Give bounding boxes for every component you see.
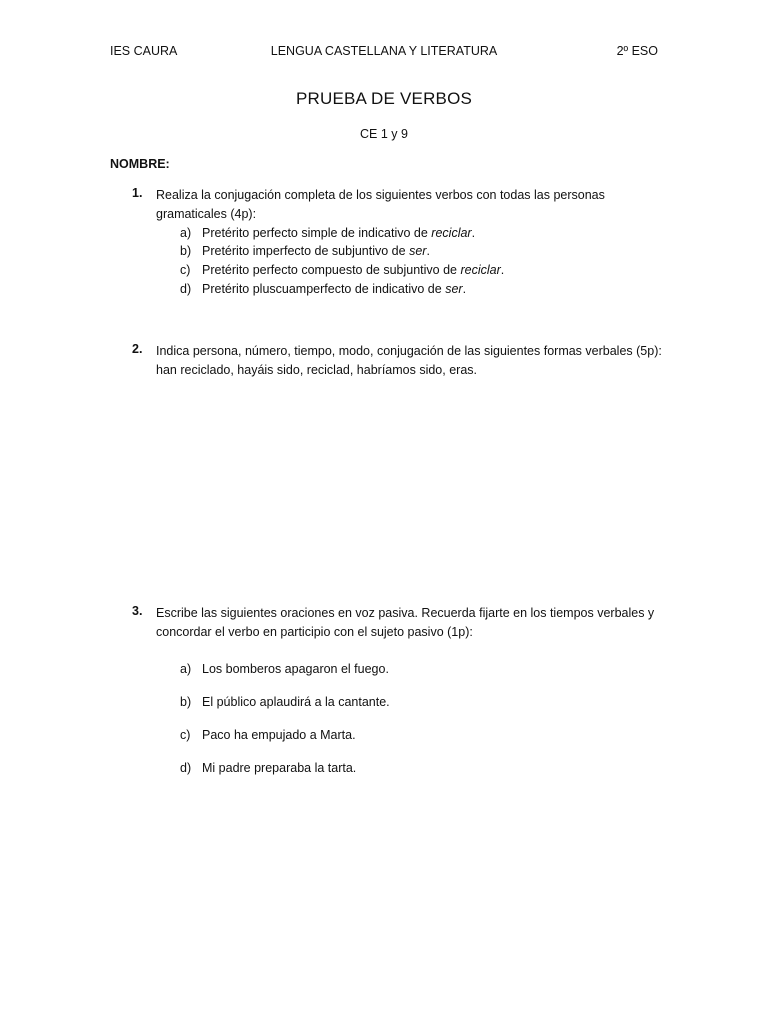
question-number: 2. xyxy=(132,342,143,356)
question-1 xyxy=(110,186,670,306)
question-3 xyxy=(110,604,670,784)
option-letter: b) xyxy=(180,244,192,258)
option-letter: c) xyxy=(180,728,191,742)
option-text: Pretérito pluscuamperfecto de indicativo de ser. xyxy=(202,282,467,296)
name-label: NOMBRE: xyxy=(110,157,170,171)
option-text: Pretérito perfecto compuesto de subjuntivo de reciclar. xyxy=(202,263,505,277)
option-letter: b) xyxy=(180,695,192,709)
question-text: Escribe las siguientes oraciones en voz pasiva. Recuerda fijarte en los tiempos verbales y concordar el verbo en participio con el sujeto pasivo (1p): xyxy=(156,606,655,639)
header-grade: 2º ESO xyxy=(616,44,658,58)
question-2 xyxy=(110,342,670,382)
header-subject: LENGUA CASTELLANA Y LITERATURA xyxy=(270,44,498,58)
question-text: Realiza la conjugación completa de los siguientes verbos con todas las personas gramaticales (4p): xyxy=(156,188,605,221)
option-verb: ser xyxy=(409,244,427,258)
option-text: Pretérito imperfecto de subjuntivo de ser. xyxy=(202,244,430,258)
option-verb: reciclar xyxy=(460,263,501,277)
option-letter: a) xyxy=(180,662,192,676)
option-text: Paco ha empujado a Marta. xyxy=(202,728,356,742)
option-text: El público aplaudirá a la cantante. xyxy=(202,695,390,709)
header-school: IES CAURA xyxy=(110,44,178,58)
option-text: Pretérito perfecto simple de indicativo de reciclar. xyxy=(202,226,476,240)
option-letter: c) xyxy=(180,263,191,277)
option-verb: ser xyxy=(445,282,463,296)
option-letter: a) xyxy=(180,226,192,240)
option-letter: d) xyxy=(180,282,192,296)
option-letter: d) xyxy=(180,761,192,775)
page-subtitle: CE 1 y 9 xyxy=(360,127,408,141)
option-text: Los bomberos apagaron el fuego. xyxy=(202,662,389,676)
option-verb: reciclar xyxy=(431,226,472,240)
option-text: Mi padre preparaba la tarta. xyxy=(202,761,357,775)
page-title: PRUEBA DE VERBOS xyxy=(295,89,473,108)
question-text: Indica persona, número, tiempo, modo, conjugación de las siguientes formas verbales (5p): han reciclado, hayáis sido, reciclad, habríamos sido, eras. xyxy=(156,344,662,377)
question-number: 1. xyxy=(132,186,143,200)
question-number: 3. xyxy=(132,604,143,618)
